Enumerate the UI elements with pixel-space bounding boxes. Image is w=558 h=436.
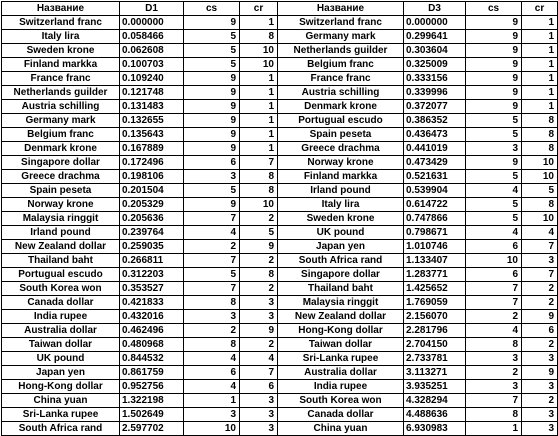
right-cr-value: 2 xyxy=(522,338,558,352)
right-cs-value: 9 xyxy=(466,58,522,72)
table-row xyxy=(2,170,558,184)
left-cs-value: 3 xyxy=(184,310,240,324)
left-cr-value: 3 xyxy=(240,394,278,408)
right-cr-value: 1 xyxy=(522,58,558,72)
left-distance-value: 0.239764 xyxy=(120,226,184,240)
right-distance-value: 0.303604 xyxy=(404,44,466,58)
left-cr-value: 10 xyxy=(240,58,278,72)
right-cr-value: 1 xyxy=(522,44,558,58)
right-cr-value: 3 xyxy=(522,380,558,394)
header-cr-left: cr xyxy=(240,2,278,16)
right-distance-value: 4.328294 xyxy=(404,394,466,408)
table-row xyxy=(2,128,558,142)
right-cr-value: 4 xyxy=(522,226,558,240)
left-currency-name: Malaysia ringgit xyxy=(2,212,120,226)
right-cs-value: 4 xyxy=(466,184,522,198)
table-row xyxy=(2,142,558,156)
left-cr-value: 8 xyxy=(240,30,278,44)
left-cs-value: 5 xyxy=(184,58,240,72)
right-currency-name: Irland pound xyxy=(278,184,404,198)
right-cr-value: 10 xyxy=(522,170,558,184)
left-currency-name: Sri-Lanka rupee xyxy=(2,408,120,422)
right-distance-value: 0.372077 xyxy=(404,100,466,114)
left-cr-value: 3 xyxy=(240,408,278,422)
right-currency-name: New Zealand dollar xyxy=(278,310,404,324)
right-cr-value: 8 xyxy=(522,198,558,212)
left-currency-name: Singapore dollar xyxy=(2,156,120,170)
right-currency-name: Switzerland franc xyxy=(278,16,404,30)
header-cr-right: cr xyxy=(522,2,558,16)
left-currency-name: Finland markka xyxy=(2,58,120,72)
left-distance-value: 2.597702 xyxy=(120,422,184,436)
left-cs-value: 6 xyxy=(184,156,240,170)
left-currency-name: Japan yen xyxy=(2,366,120,380)
right-cr-value: 8 xyxy=(522,114,558,128)
right-currency-name: Thailand baht xyxy=(278,282,404,296)
right-currency-name: South Africa rand xyxy=(278,254,404,268)
right-distance-value: 0.539904 xyxy=(404,184,466,198)
left-cr-value: 3 xyxy=(240,422,278,436)
left-cs-value: 4 xyxy=(184,226,240,240)
right-cs-value: 5 xyxy=(466,198,522,212)
left-currency-name: China yuan xyxy=(2,394,120,408)
table-row xyxy=(2,240,558,254)
left-distance-value: 0.167889 xyxy=(120,142,184,156)
right-currency-name: China yuan xyxy=(278,422,404,436)
left-currency-name: New Zealand dollar xyxy=(2,240,120,254)
table-row xyxy=(2,296,558,310)
right-distance-value: 0.614722 xyxy=(404,198,466,212)
left-currency-name: Netherlands guilder xyxy=(2,86,120,100)
right-distance-value: 1.133407 xyxy=(404,254,466,268)
left-currency-name: Irland pound xyxy=(2,226,120,240)
left-cr-value: 7 xyxy=(240,156,278,170)
left-cr-value: 1 xyxy=(240,72,278,86)
left-cr-value: 9 xyxy=(240,324,278,338)
right-currency-name: Sweden krone xyxy=(278,212,404,226)
right-distance-value: 1.010746 xyxy=(404,240,466,254)
left-cr-value: 8 xyxy=(240,268,278,282)
left-cs-value: 9 xyxy=(184,72,240,86)
left-cr-value: 2 xyxy=(240,212,278,226)
left-currency-name: Norway krone xyxy=(2,198,120,212)
right-cs-value: 9 xyxy=(466,72,522,86)
right-cr-value: 1 xyxy=(522,72,558,86)
right-cs-value: 5 xyxy=(466,128,522,142)
right-currency-name: Greece drachma xyxy=(278,142,404,156)
right-cs-value: 5 xyxy=(466,170,522,184)
right-cs-value: 8 xyxy=(466,338,522,352)
left-distance-value: 1.502649 xyxy=(120,408,184,422)
table-row xyxy=(2,380,558,394)
right-cs-value: 7 xyxy=(466,282,522,296)
right-cs-value: 2 xyxy=(466,366,522,380)
right-currency-name: Finland markka xyxy=(278,170,404,184)
left-distance-value: 0.480968 xyxy=(120,338,184,352)
right-distance-value: 2.281796 xyxy=(404,324,466,338)
left-cr-value: 10 xyxy=(240,44,278,58)
left-cs-value: 9 xyxy=(184,198,240,212)
right-currency-name: South Korea won xyxy=(278,394,404,408)
left-distance-value: 0.421833 xyxy=(120,296,184,310)
left-cr-value: 9 xyxy=(240,240,278,254)
right-distance-value: 0.333156 xyxy=(404,72,466,86)
right-cs-value: 9 xyxy=(466,44,522,58)
right-currency-name: Singapore dollar xyxy=(278,268,404,282)
left-currency-name: Austria schilling xyxy=(2,100,120,114)
right-cs-value: 9 xyxy=(466,100,522,114)
left-cs-value: 7 xyxy=(184,212,240,226)
left-currency-name: Spain peseta xyxy=(2,184,120,198)
right-currency-name: India rupee xyxy=(278,380,404,394)
left-cr-value: 1 xyxy=(240,128,278,142)
right-distance-value: 6.930983 xyxy=(404,422,466,436)
left-distance-value: 0.135643 xyxy=(120,128,184,142)
left-cr-value: 8 xyxy=(240,170,278,184)
right-cs-value: 3 xyxy=(466,380,522,394)
table-row xyxy=(2,282,558,296)
table-row xyxy=(2,254,558,268)
left-cs-value: 9 xyxy=(184,142,240,156)
right-cs-value: 4 xyxy=(466,226,522,240)
right-currency-name: Germany mark xyxy=(278,30,404,44)
header-row xyxy=(2,2,558,16)
left-cr-value: 3 xyxy=(240,296,278,310)
left-distance-value: 0.131483 xyxy=(120,100,184,114)
right-distance-value: 0.386352 xyxy=(404,114,466,128)
right-distance-value: 2.704150 xyxy=(404,338,466,352)
table-row xyxy=(2,408,558,422)
right-currency-name: Italy lira xyxy=(278,198,404,212)
left-cs-value: 2 xyxy=(184,324,240,338)
left-distance-value: 0.109240 xyxy=(120,72,184,86)
right-cr-value: 1 xyxy=(522,100,558,114)
right-distance-value: 2.156070 xyxy=(404,310,466,324)
left-cr-value: 2 xyxy=(240,254,278,268)
left-cs-value: 5 xyxy=(184,184,240,198)
header-d1: D1 xyxy=(120,2,184,16)
right-currency-name: Austria schilling xyxy=(278,86,404,100)
left-distance-value: 0.312203 xyxy=(120,268,184,282)
left-distance-value: 0.058466 xyxy=(120,30,184,44)
left-cr-value: 2 xyxy=(240,338,278,352)
left-currency-name: South Korea won xyxy=(2,282,120,296)
left-cs-value: 10 xyxy=(184,422,240,436)
table-row xyxy=(2,268,558,282)
left-distance-value: 0.259035 xyxy=(120,240,184,254)
right-cr-value: 3 xyxy=(522,422,558,436)
right-cs-value: 9 xyxy=(466,156,522,170)
left-currency-name: Thailand baht xyxy=(2,254,120,268)
left-currency-name: UK pound xyxy=(2,352,120,366)
table-row xyxy=(2,198,558,212)
table-row xyxy=(2,338,558,352)
right-cr-value: 8 xyxy=(522,142,558,156)
table-row xyxy=(2,72,558,86)
right-cs-value: 9 xyxy=(466,30,522,44)
right-cs-value: 10 xyxy=(466,254,522,268)
header-name-left: Название xyxy=(2,2,120,16)
right-currency-name: UK pound xyxy=(278,226,404,240)
right-currency-name: Norway krone xyxy=(278,156,404,170)
left-distance-value: 0.844532 xyxy=(120,352,184,366)
table-row xyxy=(2,58,558,72)
right-cr-value: 2 xyxy=(522,296,558,310)
right-currency-name: Portugual escudo xyxy=(278,114,404,128)
right-cr-value: 9 xyxy=(522,366,558,380)
left-distance-value: 0.000000 xyxy=(120,16,184,30)
right-distance-value: 0.521631 xyxy=(404,170,466,184)
left-distance-value: 0.205329 xyxy=(120,198,184,212)
header-cs-left: cs xyxy=(184,2,240,16)
right-cs-value: 3 xyxy=(466,142,522,156)
table-row xyxy=(2,30,558,44)
right-cr-value: 1 xyxy=(522,86,558,100)
right-currency-name: Sri-Lanka rupee xyxy=(278,352,404,366)
right-cr-value: 2 xyxy=(522,394,558,408)
left-cs-value: 5 xyxy=(184,268,240,282)
right-distance-value: 2.733781 xyxy=(404,352,466,366)
left-currency-name: Taiwan dollar xyxy=(2,338,120,352)
right-distance-value: 1.425652 xyxy=(404,282,466,296)
left-currency-name: Canada dollar xyxy=(2,296,120,310)
left-cs-value: 8 xyxy=(184,338,240,352)
right-distance-value: 3.935251 xyxy=(404,380,466,394)
right-distance-value: 1.769059 xyxy=(404,296,466,310)
left-currency-name: Australia dollar xyxy=(2,324,120,338)
left-cr-value: 4 xyxy=(240,352,278,366)
left-distance-value: 0.861759 xyxy=(120,366,184,380)
left-distance-value: 0.132655 xyxy=(120,114,184,128)
left-cs-value: 9 xyxy=(184,128,240,142)
right-cs-value: 6 xyxy=(466,240,522,254)
left-cs-value: 7 xyxy=(184,254,240,268)
left-cs-value: 5 xyxy=(184,30,240,44)
table-row xyxy=(2,16,558,30)
left-distance-value: 0.353527 xyxy=(120,282,184,296)
right-cs-value: 7 xyxy=(466,296,522,310)
right-currency-name: Taiwan dollar xyxy=(278,338,404,352)
left-cs-value: 8 xyxy=(184,296,240,310)
left-distance-value: 1.322198 xyxy=(120,394,184,408)
right-cs-value: 5 xyxy=(466,114,522,128)
left-distance-value: 0.462496 xyxy=(120,324,184,338)
right-cr-value: 3 xyxy=(522,408,558,422)
right-cs-value: 3 xyxy=(466,352,522,366)
right-distance-value: 0.747866 xyxy=(404,212,466,226)
left-cs-value: 9 xyxy=(184,114,240,128)
table-row xyxy=(2,226,558,240)
left-distance-value: 0.432016 xyxy=(120,310,184,324)
right-cs-value: 7 xyxy=(466,394,522,408)
left-cr-value: 2 xyxy=(240,282,278,296)
left-distance-value: 0.100703 xyxy=(120,58,184,72)
left-cr-value: 1 xyxy=(240,114,278,128)
right-cr-value: 3 xyxy=(522,254,558,268)
table-row xyxy=(2,352,558,366)
right-currency-name: Denmark krone xyxy=(278,100,404,114)
right-cs-value: 9 xyxy=(466,86,522,100)
left-currency-name: Denmark krone xyxy=(2,142,120,156)
left-cr-value: 1 xyxy=(240,16,278,30)
left-distance-value: 0.205636 xyxy=(120,212,184,226)
right-currency-name: Japan yen xyxy=(278,240,404,254)
right-cr-value: 6 xyxy=(522,324,558,338)
right-cr-value: 7 xyxy=(522,268,558,282)
table-row xyxy=(2,212,558,226)
left-currency-name: Italy lira xyxy=(2,30,120,44)
left-currency-name: South Africa rand xyxy=(2,422,120,436)
right-distance-value: 1.283771 xyxy=(404,268,466,282)
left-currency-name: Switzerland franc xyxy=(2,16,120,30)
header-name-right: Название xyxy=(278,2,404,16)
table-row xyxy=(2,44,558,58)
right-distance-value: 4.488636 xyxy=(404,408,466,422)
right-distance-value: 0.299641 xyxy=(404,30,466,44)
left-cr-value: 10 xyxy=(240,198,278,212)
left-cr-value: 8 xyxy=(240,184,278,198)
table-body xyxy=(2,16,558,436)
right-cr-value: 7 xyxy=(522,240,558,254)
left-cr-value: 1 xyxy=(240,100,278,114)
left-currency-name: Germany mark xyxy=(2,114,120,128)
right-cr-value: 5 xyxy=(522,184,558,198)
right-distance-value: 3.113271 xyxy=(404,366,466,380)
table-row xyxy=(2,366,558,380)
left-distance-value: 0.172496 xyxy=(120,156,184,170)
table-row xyxy=(2,156,558,170)
left-cr-value: 5 xyxy=(240,226,278,240)
left-cr-value: 3 xyxy=(240,310,278,324)
left-cr-value: 6 xyxy=(240,380,278,394)
table-row xyxy=(2,394,558,408)
right-currency-name: France franc xyxy=(278,72,404,86)
left-cs-value: 4 xyxy=(184,380,240,394)
right-distance-value: 0.798671 xyxy=(404,226,466,240)
right-cs-value: 1 xyxy=(466,422,522,436)
left-cs-value: 2 xyxy=(184,240,240,254)
right-cr-value: 1 xyxy=(522,30,558,44)
right-currency-name: Netherlands guilder xyxy=(278,44,404,58)
right-cr-value: 1 xyxy=(522,16,558,30)
left-cr-value: 1 xyxy=(240,86,278,100)
left-cs-value: 5 xyxy=(184,44,240,58)
left-distance-value: 0.062608 xyxy=(120,44,184,58)
right-cr-value: 2 xyxy=(522,282,558,296)
currency-distance-table xyxy=(1,1,558,436)
left-distance-value: 0.121748 xyxy=(120,86,184,100)
right-currency-name: Canada dollar xyxy=(278,408,404,422)
table-row xyxy=(2,422,558,436)
left-cs-value: 4 xyxy=(184,352,240,366)
left-cs-value: 9 xyxy=(184,16,240,30)
left-currency-name: France franc xyxy=(2,72,120,86)
left-cs-value: 1 xyxy=(184,394,240,408)
left-cr-value: 7 xyxy=(240,366,278,380)
right-cr-value: 9 xyxy=(522,310,558,324)
table-row xyxy=(2,184,558,198)
left-cs-value: 3 xyxy=(184,170,240,184)
table-row xyxy=(2,324,558,338)
table-row xyxy=(2,310,558,324)
right-currency-name: Malaysia ringgit xyxy=(278,296,404,310)
left-cs-value: 7 xyxy=(184,282,240,296)
right-cs-value: 4 xyxy=(466,324,522,338)
left-currency-name: Portugual escudo xyxy=(2,268,120,282)
right-currency-name: Spain peseta xyxy=(278,128,404,142)
left-cs-value: 6 xyxy=(184,366,240,380)
table-row xyxy=(2,114,558,128)
right-cr-value: 10 xyxy=(522,212,558,226)
right-currency-name: Hong-Kong dollar xyxy=(278,324,404,338)
left-cs-value: 3 xyxy=(184,408,240,422)
table-row xyxy=(2,100,558,114)
left-currency-name: Greece drachma xyxy=(2,170,120,184)
header-d3: D3 xyxy=(404,2,466,16)
right-cs-value: 9 xyxy=(466,16,522,30)
left-distance-value: 0.952756 xyxy=(120,380,184,394)
left-currency-name: India rupee xyxy=(2,310,120,324)
right-cs-value: 6 xyxy=(466,268,522,282)
right-currency-name: Australia dollar xyxy=(278,366,404,380)
right-cr-value: 3 xyxy=(522,352,558,366)
left-currency-name: Belgium franc xyxy=(2,128,120,142)
left-cr-value: 1 xyxy=(240,142,278,156)
right-distance-value: 0.325009 xyxy=(404,58,466,72)
left-distance-value: 0.266811 xyxy=(120,254,184,268)
header-cs-right: cs xyxy=(466,2,522,16)
left-distance-value: 0.201504 xyxy=(120,184,184,198)
left-currency-name: Sweden krone xyxy=(2,44,120,58)
right-currency-name: Belgium franc xyxy=(278,58,404,72)
right-distance-value: 0.339996 xyxy=(404,86,466,100)
right-cr-value: 10 xyxy=(522,156,558,170)
right-cs-value: 2 xyxy=(466,310,522,324)
left-currency-name: Hong-Kong dollar xyxy=(2,380,120,394)
right-distance-value: 0.436473 xyxy=(404,128,466,142)
right-cs-value: 8 xyxy=(466,408,522,422)
right-distance-value: 0.000000 xyxy=(404,16,466,30)
left-cs-value: 9 xyxy=(184,100,240,114)
right-distance-value: 0.441019 xyxy=(404,142,466,156)
left-distance-value: 0.198106 xyxy=(120,170,184,184)
right-cr-value: 8 xyxy=(522,128,558,142)
right-cs-value: 5 xyxy=(466,212,522,226)
left-cs-value: 9 xyxy=(184,86,240,100)
right-distance-value: 0.473429 xyxy=(404,156,466,170)
table-row xyxy=(2,86,558,100)
